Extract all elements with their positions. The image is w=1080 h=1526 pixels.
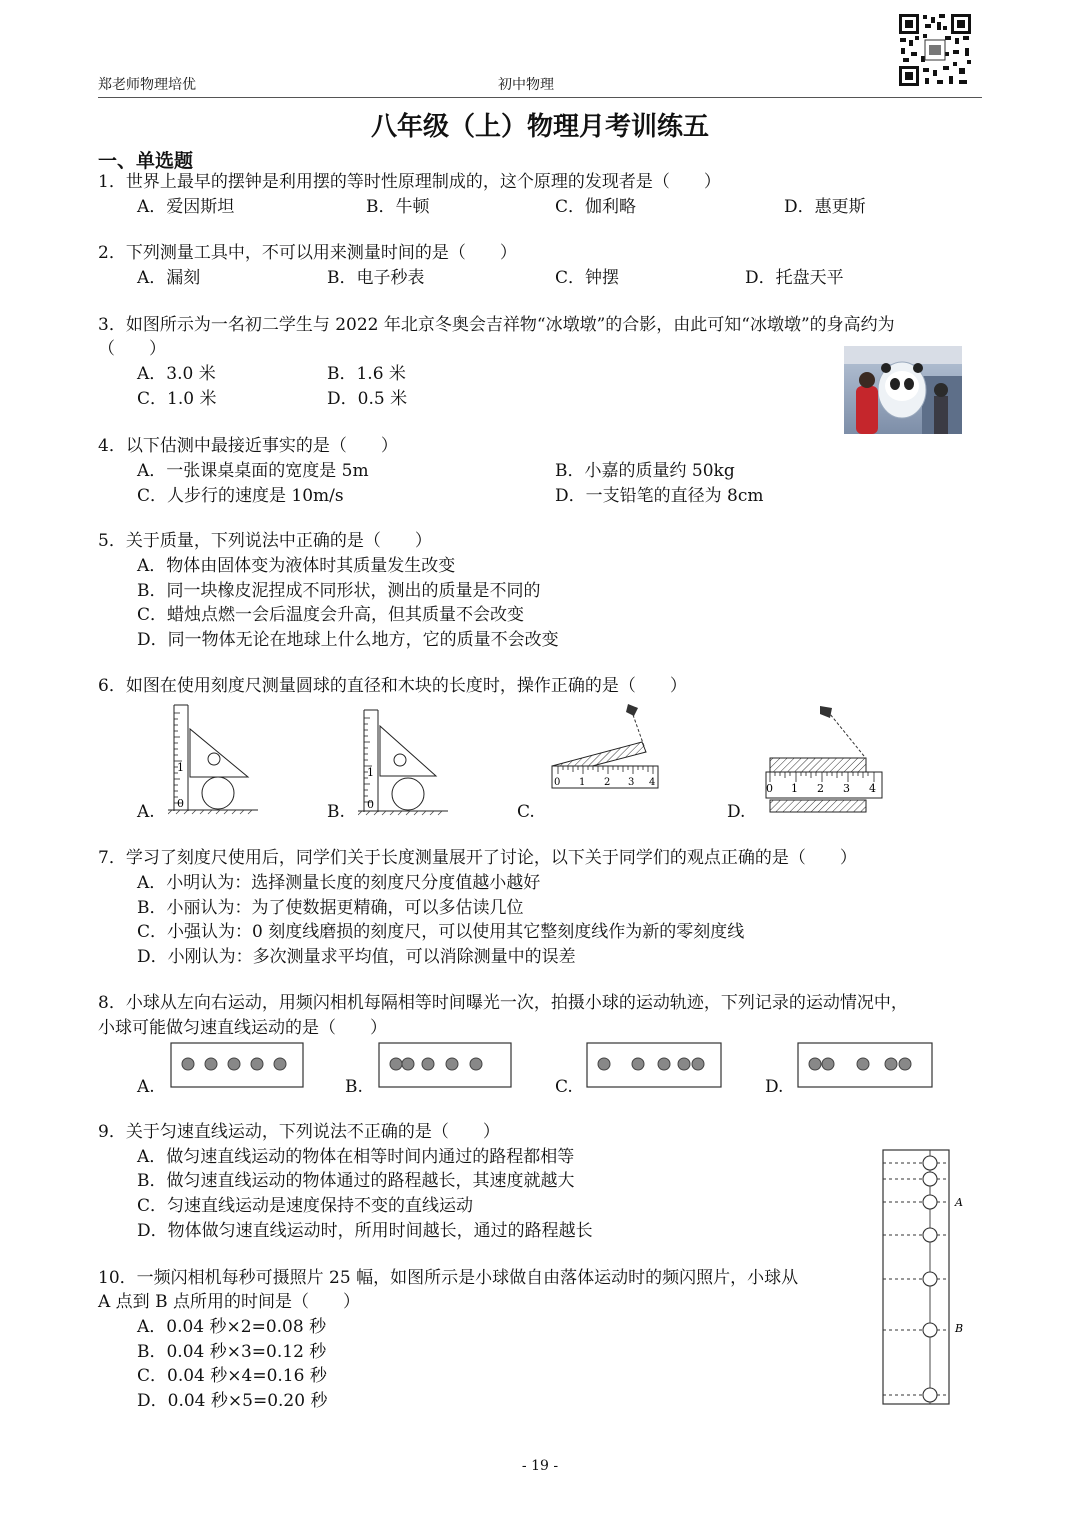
option-d: D．惠更斯 — [784, 197, 866, 217]
scale-label-1: 1 — [579, 777, 586, 788]
option-b: B．做匀速直线运动的物体通过的路程越长，其速度就越大 — [137, 1171, 575, 1191]
scale-label-2: 2 — [604, 777, 611, 788]
question-text: 如图在使用刻度尺测量圆球的直径和木块的长度时，操作正确的是（ ） — [125, 676, 687, 696]
point-b-label: B — [955, 1322, 964, 1335]
option-b: B．小嘉的质量约 50kg — [555, 461, 735, 481]
scale-label-4: 4 — [869, 782, 876, 795]
flash-photo-b — [378, 1042, 512, 1090]
question-number: 10． — [98, 1268, 137, 1288]
question-text: 下列测量工具中，不可以用来测量时间的是（ ） — [125, 243, 517, 263]
option-d: D. — [727, 802, 746, 822]
option-c: C．人步行的速度是 10m/s — [137, 486, 344, 506]
question-text: 如图所示为一名初二学生与 2022 年北京冬奥会吉祥物“冰墩墩”的合影，由此可知“冰墩墩”的身高约为 — [125, 315, 895, 335]
page-title: 八年级（上）物理月考训练五 — [370, 112, 709, 142]
option-a: A．做匀速直线运动的物体在相等时间内通过的路程都相等 — [137, 1147, 575, 1167]
scale-label-3: 3 — [628, 777, 635, 788]
question-text: 世界上最早的摆钟是利用摆的等时性原理制成的，这个原理的发现者是（ ） — [125, 172, 721, 192]
option-a: A．一张课桌桌面的宽度是 5m — [137, 461, 369, 481]
option-c: C．伽利略 — [555, 197, 637, 217]
option-b: B. — [327, 802, 345, 822]
question-text: 小球从左向右运动，用频闪相机每隔相等时间曝光一次，拍摄小球的运动轨迹，下列记录的运动情况中， — [125, 993, 908, 1013]
question-text-continued: 小球可能做匀速直线运动的是（ ） — [98, 1018, 387, 1038]
section-heading: 一、单选题 — [98, 150, 194, 172]
option-c: C．小强认为：0 刻度线磨损的刻度尺，可以使用其它整刻度线作为新的零刻度线 — [137, 922, 745, 942]
ruler-label-one: 1 — [367, 766, 374, 779]
header-rule — [98, 97, 982, 98]
option-b: B．同一块橡皮泥捏成不同形状，测出的质量是不同的 — [137, 581, 541, 601]
option-c: C．蜡烛点燃一会后温度会升高，但其质量不会改变 — [137, 605, 525, 625]
option-a: A．3.0 米 — [137, 364, 216, 384]
option-c: C．0.04 秒×4=0.16 秒 — [137, 1366, 327, 1386]
scale-label-0: 0 — [766, 782, 773, 795]
mascot-photo — [844, 346, 962, 434]
option-c: C. — [555, 1077, 573, 1097]
header-left: 郑老师物理培优 — [98, 77, 196, 93]
question-6 — [98, 674, 687, 699]
question-3 — [98, 313, 895, 338]
option-a: A．0.04 秒×2=0.08 秒 — [137, 1317, 327, 1337]
option-b: B．电子秒表 — [327, 268, 425, 288]
ruler-figure-c — [548, 700, 664, 796]
option-a: A．小明认为：选择测量长度的刻度尺分度值越小越好 — [137, 873, 541, 893]
option-c: C．1.0 米 — [137, 389, 217, 409]
option-d: D．0.5 米 — [327, 389, 408, 409]
option-d: D．托盘天平 — [745, 268, 844, 288]
question-4 — [98, 434, 398, 459]
question-number: 1． — [98, 172, 126, 192]
scale-label-0: 0 — [554, 777, 561, 788]
header-center: 初中物理 — [498, 77, 554, 93]
scale-label-1: 1 — [791, 782, 798, 795]
option-d: D．物体做匀速直线运动时，所用时间越长，通过的路程越长 — [137, 1221, 593, 1241]
question-text: 一频闪相机每秒可摄照片 25 幅，如图所示是小球做自由落体运动时的频闪照片，小球从 — [136, 1268, 799, 1288]
question-text-continued: （ ） — [98, 339, 166, 359]
question-number: 4． — [98, 436, 126, 456]
question-text: 关于质量，下列说法中正确的是（ ） — [125, 531, 432, 551]
scale-label-2: 2 — [817, 782, 824, 795]
question-9 — [98, 1120, 500, 1145]
option-d: D．一支铅笔的直径为 8cm — [555, 486, 764, 506]
ruler-label-one: 1 — [177, 761, 184, 774]
option-b: B．小丽认为：为了使数据更精确，可以多估读几位 — [137, 898, 524, 918]
question-number: 2． — [98, 243, 126, 263]
flash-photo-d — [797, 1042, 933, 1090]
point-a-label: A — [955, 1196, 963, 1209]
option-a: A．物体由固体变为液体时其质量发生改变 — [137, 556, 456, 576]
question-number: 6． — [98, 676, 126, 696]
option-a: A. — [137, 802, 155, 822]
option-c: C. — [517, 802, 535, 822]
question-number: 3． — [98, 315, 126, 335]
scale-label-3: 3 — [843, 782, 850, 795]
option-b: B. — [345, 1077, 363, 1097]
question-text: 学习了刻度尺使用后，同学们关于长度测量展开了讨论，以下关于同学们的观点正确的是（ ） — [125, 848, 857, 868]
option-b: B．0.04 秒×3=0.12 秒 — [137, 1342, 327, 1362]
question-1 — [98, 170, 721, 195]
option-a: A．漏刻 — [137, 268, 201, 288]
question-text-continued: A 点到 B 点所用的时间是（ ） — [98, 1292, 360, 1312]
scale-label-4: 4 — [649, 777, 656, 788]
free-fall-strobe-figure — [880, 1148, 970, 1408]
flash-photo-a — [170, 1042, 304, 1090]
option-a: A．爱因斯坦 — [137, 197, 235, 217]
option-c: C．钟摆 — [555, 268, 620, 288]
question-2 — [98, 241, 517, 266]
option-c: C．匀速直线运动是速度保持不变的直线运动 — [137, 1196, 474, 1216]
question-10 — [98, 1266, 798, 1291]
option-b: B．1.6 米 — [327, 364, 406, 384]
page-number: - 19 - — [521, 1458, 559, 1474]
option-d: D．同一物体无论在地球上什么地方，它的质量不会改变 — [137, 630, 559, 650]
question-number: 8． — [98, 993, 126, 1013]
option-b: B．牛顿 — [366, 197, 430, 217]
flash-photo-c — [586, 1042, 722, 1090]
ruler-figure-a — [168, 703, 260, 815]
ruler-label-zero: 0 — [367, 798, 374, 811]
question-5 — [98, 529, 432, 554]
question-text: 关于匀速直线运动，下列说法不正确的是（ ） — [125, 1122, 500, 1142]
question-number: 7． — [98, 848, 126, 868]
option-d: D．小刚认为：多次测量求平均值，可以消除测量中的误差 — [137, 947, 576, 967]
qr-code-icon — [897, 12, 973, 88]
question-number: 9． — [98, 1122, 126, 1142]
question-8 — [98, 991, 908, 1016]
ruler-label-zero: 0 — [177, 797, 184, 810]
question-7 — [98, 846, 857, 871]
question-text: 以下估测中最接近事实的是（ ） — [125, 436, 398, 456]
option-a: A. — [137, 1077, 155, 1097]
ruler-figure-d — [760, 700, 886, 820]
option-d: D. — [765, 1077, 784, 1097]
option-d: D．0.04 秒×5=0.20 秒 — [137, 1391, 328, 1411]
ruler-figure-b — [358, 708, 450, 816]
question-number: 5． — [98, 531, 126, 551]
